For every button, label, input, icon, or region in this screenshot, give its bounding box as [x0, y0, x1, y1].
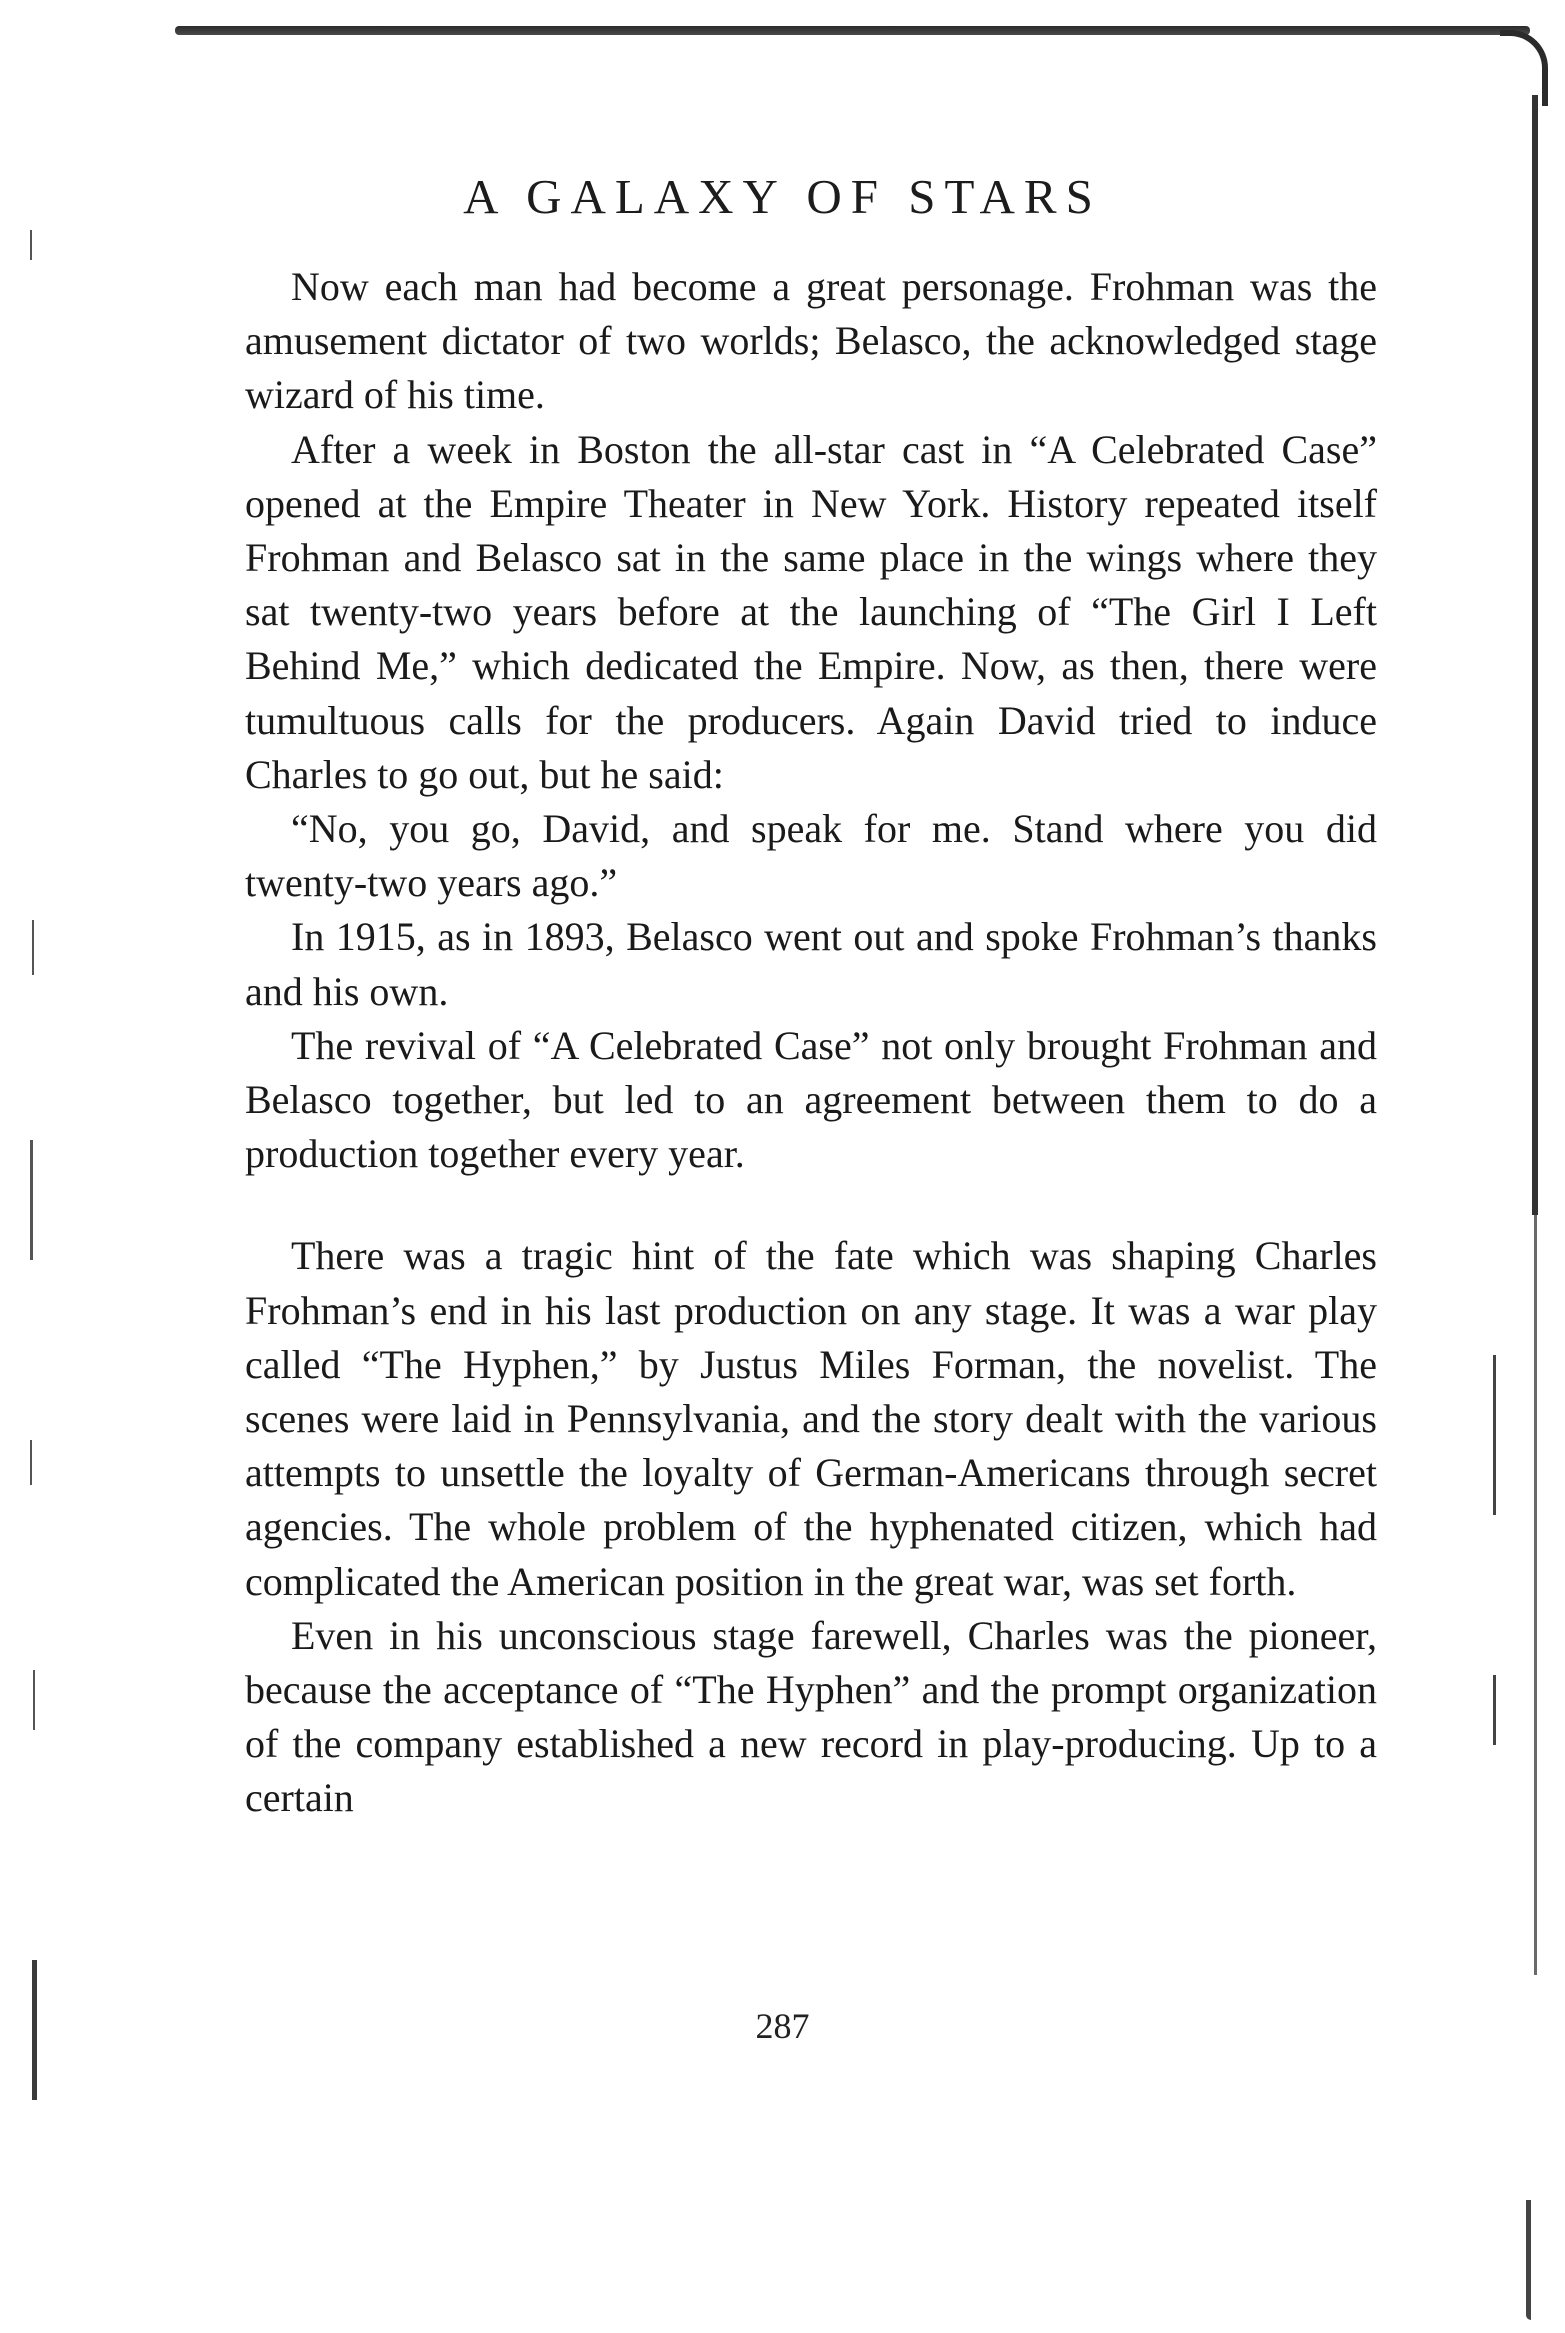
scan-bottom-right-edge — [1526, 2200, 1531, 2320]
paragraph: “No, you go, David, and speak for me. Stand where you did twenty-two years ago.” — [245, 806, 1377, 906]
scan-bleed-mark — [30, 230, 32, 260]
page-number: 287 — [755, 2006, 810, 2046]
running-header: A GALAXY OF STARS — [463, 169, 1102, 224]
scan-bleed-mark — [30, 1440, 32, 1485]
scan-right-edge-lower — [1534, 1215, 1537, 1975]
scan-bleed-mark — [33, 1670, 35, 1730]
scan-corner-edge — [1500, 30, 1548, 106]
scan-bleed-mark — [32, 920, 34, 975]
paragraph: In 1915, as in 1893, Belasco went out and spoke Frohman’s thanks and his own. — [245, 914, 1377, 1014]
paragraph: Even in his unconscious stage farewell, Charles was the pioneer, because the acceptance of “The Hyphen” and the prompt organization of the company established a new record in play-producing. Up to a certain — [245, 1612, 1377, 1821]
paragraph: After a week in Boston the all-star cast in “A Celebrated Case” opened at the Empire Theater in New York. History repeated itself Frohman and Belasco sat in the same place in the wings where they sat twenty-two years before at the launching of “The Girl I Left Behind Me,” which dedicated the Empire. Now, as then, there were tumultuous calls for the producers. Again David tried to induce Charles to go out, but he said: — [245, 426, 1377, 797]
paragraph: There was a tragic hint of the fate which was shaping Charles Frohman’s end in his last production on any stage. It was a war play called “The Hyphen,” by Justus Miles Forman, the novelist. The scenes were laid in Pennsylvania, and the story dealt with the various attempts to unsettle the loyalty of German-Americans through secret agencies. The whole problem of the hyphenated citizen, which had complicated the American position in the great war, was set forth. — [245, 1233, 1377, 1604]
scan-bleed-mark — [1493, 1675, 1496, 1745]
paragraph: The revival of “A Celebrated Case” not only brought Frohman and Belasco together, but led to an agreement between them to do a production together every year. — [245, 1022, 1377, 1177]
scan-right-edge — [1532, 95, 1538, 1215]
paragraph: Now each man had become a great personage. Frohman was the amusement dictator of two worlds; Belasco, the acknowledged stage wizard of his time. — [245, 264, 1377, 418]
scan-top-edge — [175, 26, 1530, 35]
body-text — [245, 260, 1377, 1826]
scan-bleed-mark — [30, 1140, 33, 1260]
scan-bleed-mark — [1493, 1355, 1496, 1515]
